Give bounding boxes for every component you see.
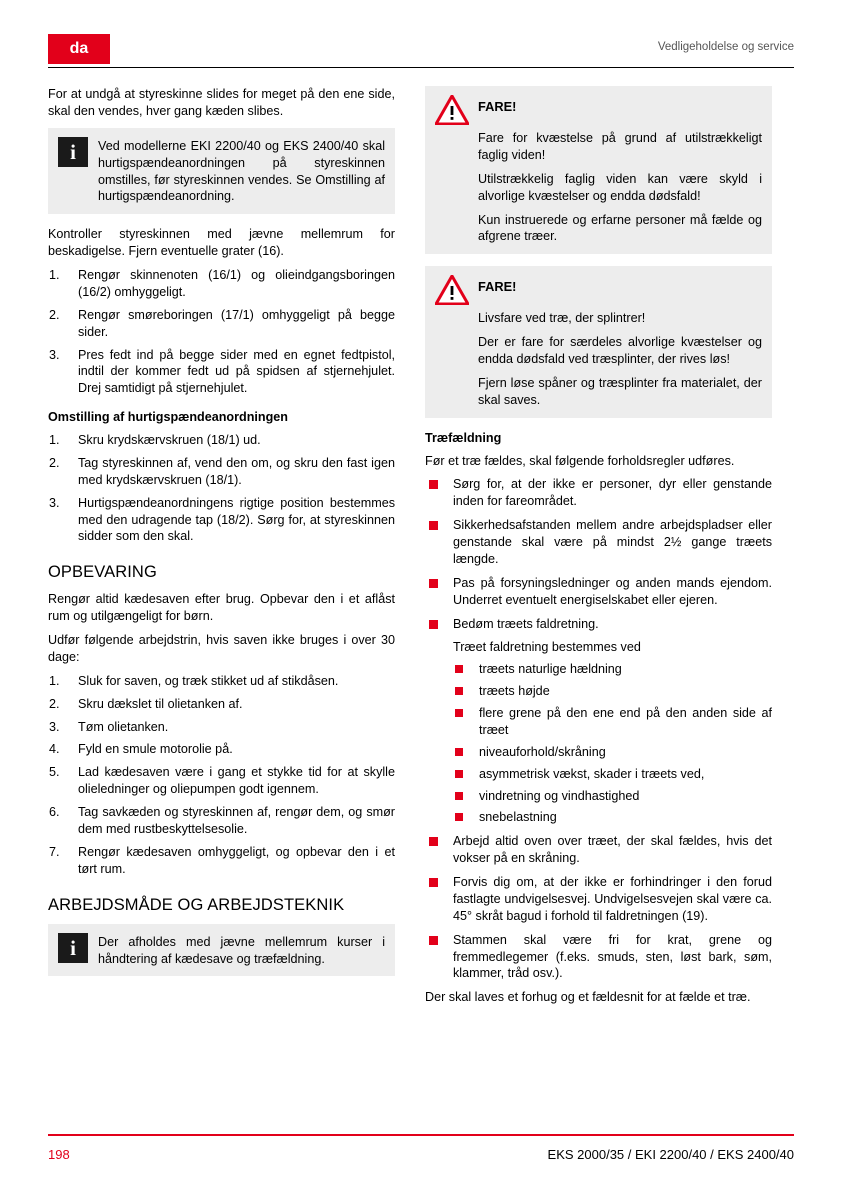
warning-triangle-icon xyxy=(435,95,469,125)
list-item: Sikkerhedsafstanden mellem andre arbejdspladser eller genstande skal være på mindst 2½ gange træets længde. xyxy=(425,517,772,568)
list-item: Pres fedt ind på begge sider med en egnet fedtpistol, indtil der kommer fedt ud på spidsen af stjernehjulet. Drej samtidigt på stjernehjulet. xyxy=(78,347,395,396)
danger-body xyxy=(478,130,762,245)
left-column xyxy=(48,86,395,988)
danger-line: Der er fare for særdeles alvorlige kvæstelser og endda dødsfald ved træsplinter, der rives løs! xyxy=(478,335,762,366)
info-box-quick-tensioning xyxy=(48,128,395,215)
info-icon: i xyxy=(58,933,88,963)
list-item: træets højde xyxy=(453,683,772,700)
list-item: Stammen skal være fri for krat, grene og fremmedlegemer (f.eks. smuds, sten, løst bark, søm, klammer, tråd osv.). xyxy=(425,932,772,983)
bullet-list-precautions xyxy=(425,476,772,632)
list-item: asymmetrisk vækst, skader i træets ved, xyxy=(453,766,772,783)
danger-title: FARE! xyxy=(478,279,517,295)
page-header xyxy=(48,34,794,64)
list-item: Tøm olietanken. xyxy=(78,719,169,734)
bullet-list-precautions-continued xyxy=(425,833,772,982)
steps-list-maintenance xyxy=(48,267,395,397)
danger-line: Fjern løse spåner og træsplinter fra materialet, der skal saves. xyxy=(478,375,762,407)
subheading-quick-tensioning: Omstilling af hurtigspændeanordningen xyxy=(48,410,288,425)
storage-paragraph-2: Udfør følgende arbejdstrin, hvis saven ikke bruges i over 30 dage: xyxy=(48,633,395,664)
list-item: snebelastning xyxy=(453,809,772,826)
footer-model-list: EKS 2000/35 / EKI 2200/40 / EKS 2400/40 xyxy=(547,1147,794,1162)
list-item: Sluk for saven, og træk stikket ud af stikdåsen. xyxy=(78,673,339,688)
info-icon: i xyxy=(58,137,88,167)
danger-line: Fare for kvæstelse på grund af utilstrækkeligt faglig viden! xyxy=(478,131,762,162)
section-heading-storage: OPBEVARING xyxy=(48,563,157,582)
intro-paragraph: For at undgå at styreskinne slides for meget på den ene side, skal den vendes, hver gang kæden slibes. xyxy=(48,87,395,118)
danger-header xyxy=(435,95,762,125)
danger-header xyxy=(435,275,762,305)
danger-box-knowledge xyxy=(425,86,772,254)
header-title: Vedligeholdelse og service xyxy=(657,41,794,53)
list-item: flere grene på den ene end på den anden side af træet xyxy=(453,705,772,739)
list-item: træets naturlige hældning xyxy=(453,661,772,678)
fall-direction-note: Træet faldretning bestemmes ved xyxy=(453,640,641,655)
danger-line: Utilstrækkelig faglig viden kan være skyld i alvorlige kvæstelser og endda dødsfald! xyxy=(478,171,762,203)
danger-line: Livsfare ved træ, der splintrer! xyxy=(478,311,646,326)
list-item: niveauforhold/skråning xyxy=(453,744,772,761)
list-item: vindretning og vindhastighed xyxy=(453,788,772,805)
bullet-list-fall-direction-factors xyxy=(453,661,772,826)
footer-divider xyxy=(48,1134,794,1136)
danger-box-splinter xyxy=(425,266,772,417)
header-divider xyxy=(48,67,794,68)
language-tab: da xyxy=(48,34,110,64)
subheading-tree-felling: Træfældning xyxy=(425,430,502,445)
info-box-courses xyxy=(48,924,395,977)
list-item: Bedøm træets faldretning. xyxy=(425,616,772,633)
tree-felling-intro: Før et træ fældes, skal følgende forholdsregler udføres. xyxy=(425,453,735,468)
steps-list-storage xyxy=(48,673,395,878)
page-number: 198 xyxy=(48,1147,70,1162)
warning-triangle-icon xyxy=(435,275,469,305)
list-item: Rengør kædesaven omhyggeligt, og opbevar den i et tørt rum. xyxy=(78,844,395,876)
danger-title: FARE! xyxy=(478,99,517,114)
check-rail-paragraph: Kontroller styreskinnen med jævne mellemrum for beskadigelse. Fjern eventuelle grater (16). xyxy=(48,227,395,259)
list-item: Skru dækslet til olietanken af. xyxy=(78,696,243,711)
list-item: Hurtigspændeanordningens rigtige position bestemmes med den udragende tap (18/2). Sørg for, at styreskinnen sidder som den skal. xyxy=(78,495,395,544)
list-item: Rengør smøreboringen (17/1) omhyggeligt på begge sider. xyxy=(78,307,395,339)
right-column xyxy=(425,86,772,1013)
danger-line: Kun instruerede og erfarne personer må fælde og afgrene træer. xyxy=(478,212,762,244)
list-item: Tag savkæden og styreskinnen af, rengør dem, og smør dem med rustbeskyttelsesolie. xyxy=(78,805,395,836)
storage-paragraph-1: Rengør altid kædesaven efter brug. Opbevar den i et aflåst rum og utilgængeligt for børn. xyxy=(48,592,395,624)
steps-list-conversion xyxy=(48,432,395,545)
closing-paragraph: Der skal laves et forhug og et fældesnit for at fælde et træ. xyxy=(425,990,751,1005)
list-item: Tag styreskinnen af, vend den om, og skru den fast igen med krydskærvskruen (18/1). xyxy=(78,455,395,487)
info-box-text: Ved modellerne EKI 2200/40 og EKS 2400/40 skal hurtigspændeanordningen på styreskinnen omstilles, før styreskinnen vendes. Se Omstilling af hurtigspændeanordning. xyxy=(98,138,385,204)
danger-body xyxy=(478,310,762,408)
list-item: Fyld en smule motorolie på. xyxy=(78,742,233,757)
info-box-text: Der afholdes med jævne mellemrum kurser i håndtering af kædesave og træfældning. xyxy=(98,934,385,966)
list-item: Arbejd altid oven over træet, der skal fældes, hvis det vokser på en skråning. xyxy=(425,833,772,867)
list-item: Sørg for, at der ikke er personer, dyr eller genstande inden for fareområdet. xyxy=(425,476,772,510)
list-item: Pas på forsyningsledninger og anden mands ejendom. Underret eventuelt energiselskabet eller ejeren. xyxy=(425,575,772,609)
list-item: Lad kædesaven være i gang et stykke tid for at skylle olieledninger og oliepumpen godt igennem. xyxy=(78,765,395,797)
list-item: Rengør skinnenoten (16/1) og olieindgangsboringen (16/2) omhyggeligt. xyxy=(78,268,395,299)
list-item: Skru krydskærvskruen (18/1) ud. xyxy=(78,433,261,447)
list-item: Forvis dig om, at der ikke er forhindringer i den forud fastlagte undvigelsesvej. Undvigelsesvejen skal være ca. 45° skråt bagud i forhold til faldretningen (19). xyxy=(425,874,772,925)
section-heading-working-method: ARBEJDSMÅDE OG ARBEJDSTEKNIK xyxy=(48,895,345,914)
